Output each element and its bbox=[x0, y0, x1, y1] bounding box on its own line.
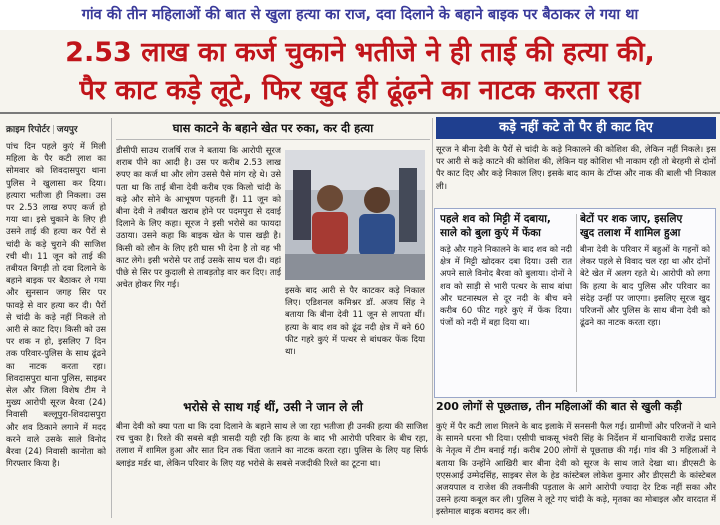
box-2-heading-line-2: खुद तलाश में शामिल हुआ bbox=[580, 227, 681, 239]
box-2-body bbox=[580, 243, 710, 393]
headline-rule bbox=[0, 112, 720, 114]
column-3-text: इसके बाद आरी से पैर काटकर कड़े निकाल लिए। एडिशनल कमिश्नर डॉ. अजय सिंह ने बताया कि बीना देवी 11 जून से लापता थीं। हत्या के बाद शव को ढूंढ नदी क्षेत्र में बने 60 फीट गहरे कुएं में पत्थर से बांधकर फेंक दिया था। bbox=[285, 285, 425, 357]
byline: क्राइम रिपोर्टर | जयपुर bbox=[6, 125, 78, 135]
section-heading-2: भरोसे से साथ गई थीं, उसी ने जान ले ली bbox=[183, 400, 363, 414]
section-rule bbox=[116, 139, 430, 140]
box-1-text: कड़े और गहने निकालने के बाद शव को नदी क्षेत्र में मिट्टी खोदकर दबा दिया। उसी रात अपने साले विनोद बैरवा को बुलाया। दोनों ने शव को साड़ी से भारी पत्थर के साथ बांधा और घटनास्थल से दूर नदी के बीच बने करीब 60 फीट गहरे कुएं में फेंक दिया। पंजों को नदी में बहा दिया था। bbox=[440, 244, 572, 328]
section-2-body bbox=[116, 420, 428, 520]
column-divider bbox=[432, 118, 433, 518]
section-3-text: सूरज ने बीना देवी के पैरों से चांदी के कड़े निकालने की कोशिश की, लेकिन नहीं निकले। इस पर आरी से कड़े काटने की कोशिश की, लेकिन यह कोशिश भी नाकाम रही तो बेरहमी से दोनों पैर काट दिए और कड़े निकाल लिए। इसके बाद काम के टॉप्स और नाक की बाली भी निकाल ली। bbox=[436, 144, 716, 191]
strapline: गांव की तीन महिलाओं की बात से खुला हत्या का राज, दवा दिलाने के बहाने बाइक पर बैठाकर ले गया था bbox=[0, 0, 720, 30]
box-1-heading-line-1: पहले शव को मिट्टी में दबाया, bbox=[440, 213, 551, 225]
headline-line-2: पैर काट कड़े लूटे, फिर खुद ही ढूंढ़ने का नाटक करता रहा bbox=[79, 75, 641, 106]
reporter-label: क्राइम रिपोर्टर bbox=[6, 125, 50, 135]
section-3-body bbox=[436, 143, 716, 205]
section-2-text: बीना देवी को क्या पता था कि दवा दिलाने के बहाने साथ ले जा रहा भतीजा ही उनकी हत्या की साजिश रच चुका है। रिश्ते की सबसे बड़ी त्रासदी यही रही कि हत्या के बाद भी आरोपी परिवार के बीच रहा, तलाश में शामिल हुआ और सात दिन तक चिंता जताने का नाटक करता रहा। पुलिस के लिए यह सिर्फ ब्लाइंड मर्डर था, लेकिन परिवार के लिए यह भरोसे के सबसे नजदीकी रिश्ते का टूटना था। bbox=[116, 421, 428, 468]
article-column-3 bbox=[285, 284, 425, 394]
article-column-1 bbox=[6, 140, 106, 520]
headline-line-1: 2.53 लाख का कर्ज चुकाने भतीजे ने ही ताई की हत्या की, bbox=[65, 37, 655, 68]
headline bbox=[6, 34, 714, 110]
section-heading-3: कड़े नहीं कटे तो पैर ही काट दिए bbox=[436, 117, 716, 139]
box-1-body bbox=[440, 243, 572, 393]
box-2-heading bbox=[580, 212, 710, 240]
box-1-heading-line-2: साले को बुला कुएं में फेंका bbox=[440, 227, 541, 239]
box-divider bbox=[576, 214, 577, 392]
column-2-text: डीसीपी साउथ राजर्षि राज ने बताया कि आरोपी सूरज शराब पीने का आदी है। उस पर करीब 2.53 लाख रुपए का कर्ज था और लोग उससे पैसे मांग रहे थे। उसे पता था कि ताई बीना देवी करीब एक किलो चांदी के कड़े और सोने के आभूषण पहनती हैं। 11 जून को बीना देवी ने तबीयत खराब होने पर पदमपुरा से दवाई दिलाने के लिए कहा। सूरज ने इसी भरोसे का फायदा उठाया। उसने कहा कि बाइक खेत के पास खड़ी है। किसी को लौन के लिए हरी घास भी देना है तो वह भी काट लेगे। इसी भरोसे पर ताई उसके साथ चल दी। वहां पीछे से सिर पर कुदाली से ताबड़तोड़ वार कर दिए। ताई अचेत होकर गिर गई। bbox=[116, 145, 281, 290]
article-column-2 bbox=[116, 144, 281, 414]
column-divider bbox=[111, 118, 112, 518]
section-heading-1: घास काटने के बहाने खेत पर रुका, कर दी हत्या bbox=[172, 121, 374, 135]
dateline-place: जयपुर bbox=[56, 125, 78, 135]
section-heading-4: 200 लोगों से पूछताछ, तीन महिलाओं की बात से खुली कड़ी bbox=[436, 400, 682, 413]
box-2-text: बीना देवी के परिवार में बहुओं के गहनों को लेकर पहले से विवाद चल रहा था और दोनों बेटे खेत में अलग रहते थे। आरोपी को लगा कि हत्या के बाद पुलिस और परिवार का संदेह उन्हीं पर जाएगा। इसलिए सूरज खुद परिजनों और पुलिस के साथ बीना देवी को ढूंढने का नाटक करता रहा। bbox=[580, 244, 710, 328]
section-4-text: कुएं में पैर कटी लाश मिलने के बाद इलाके में सनसनी फैल गई। ग्रामीणों और परिजनों ने थाने के सामने धरना भी दिया। एसीपी चाकसू भंवरी सिंह के निर्देशन में थानाधिकारी राजेंद्र प्रसाद के नेतृत्व में टीम बनाई गई। करीब 200 लोगों से पूछताछ की गई। गांव की 3 महिलाओं ने बताया कि उन्होंने आखिरी बार बीना देवी को सूरज के साथ जाते देखा था। डीएसटी के एएसआई उम्मेदसिंह, साइबर सेल के हेड कांस्टेबल लोकेश कुमार और डीएसटी के कांस्टेबल अजयपाल व राजेश की तकनीकी पड़ताल के आगे आरोपी ज्यादा देर टिक नहीं सका और उसने हत्या कबूल कर ली। पुलिस ने लूटे गए चांदी के कड़े, मृतका का मोबाइल और वारदात में इस्तेमाल बाइक बरामद कर ली। bbox=[436, 421, 716, 517]
accused-photo bbox=[285, 150, 425, 280]
photo-illustration bbox=[285, 150, 425, 280]
box-1-heading bbox=[440, 212, 572, 240]
section-4-body bbox=[436, 420, 716, 520]
column-1-text: पांच दिन पहले कुएं में मिली महिला के पैर कटी लाश का सोमवार को शिवदासपुरा थाना पुलिस ने खुलासा कर दिया। हत्यारा भतीजा ही निकला। उस पर 2.53 लाख रुपए कर्ज हो गया था। इसे चुकाने के लिए ही उसने ताई की हत्या कर पैरों से चांदी के कड़े चुराने की साजिश रची थी। 11 जून को ताई की तबीयत बिगड़ी तो दवा दिलाने के बहाने बाइक पर बैठाकर ले गया और सुनसान जगह सिर पर फावड़े से वार हत्या कर दी। पैरों से चांदी के कड़े नहीं निकले तो आरी से काट दिए। किसी को उस पर शक न हो, इसलिए 7 दिन तक परिवार-पुलिस के साथ ढूंढने का नाटक करता रहा। शिवदासपुरा थाना पुलिस, साइबर सेल और जिला विशेष टीम ने मुख्य आरोपी सूरज बैरवा (24) निवासी बल्लूपुरा-शिवदासपुरा और शव ठिकाने लगाने में मदद करने वाले उसके साले विनोद बैरवा (24) निवासी कानोता को गिरफ्तार किया है। bbox=[6, 141, 106, 469]
box-2-heading-line-1: बेटों पर शक जाए, इसलिए bbox=[580, 213, 683, 225]
